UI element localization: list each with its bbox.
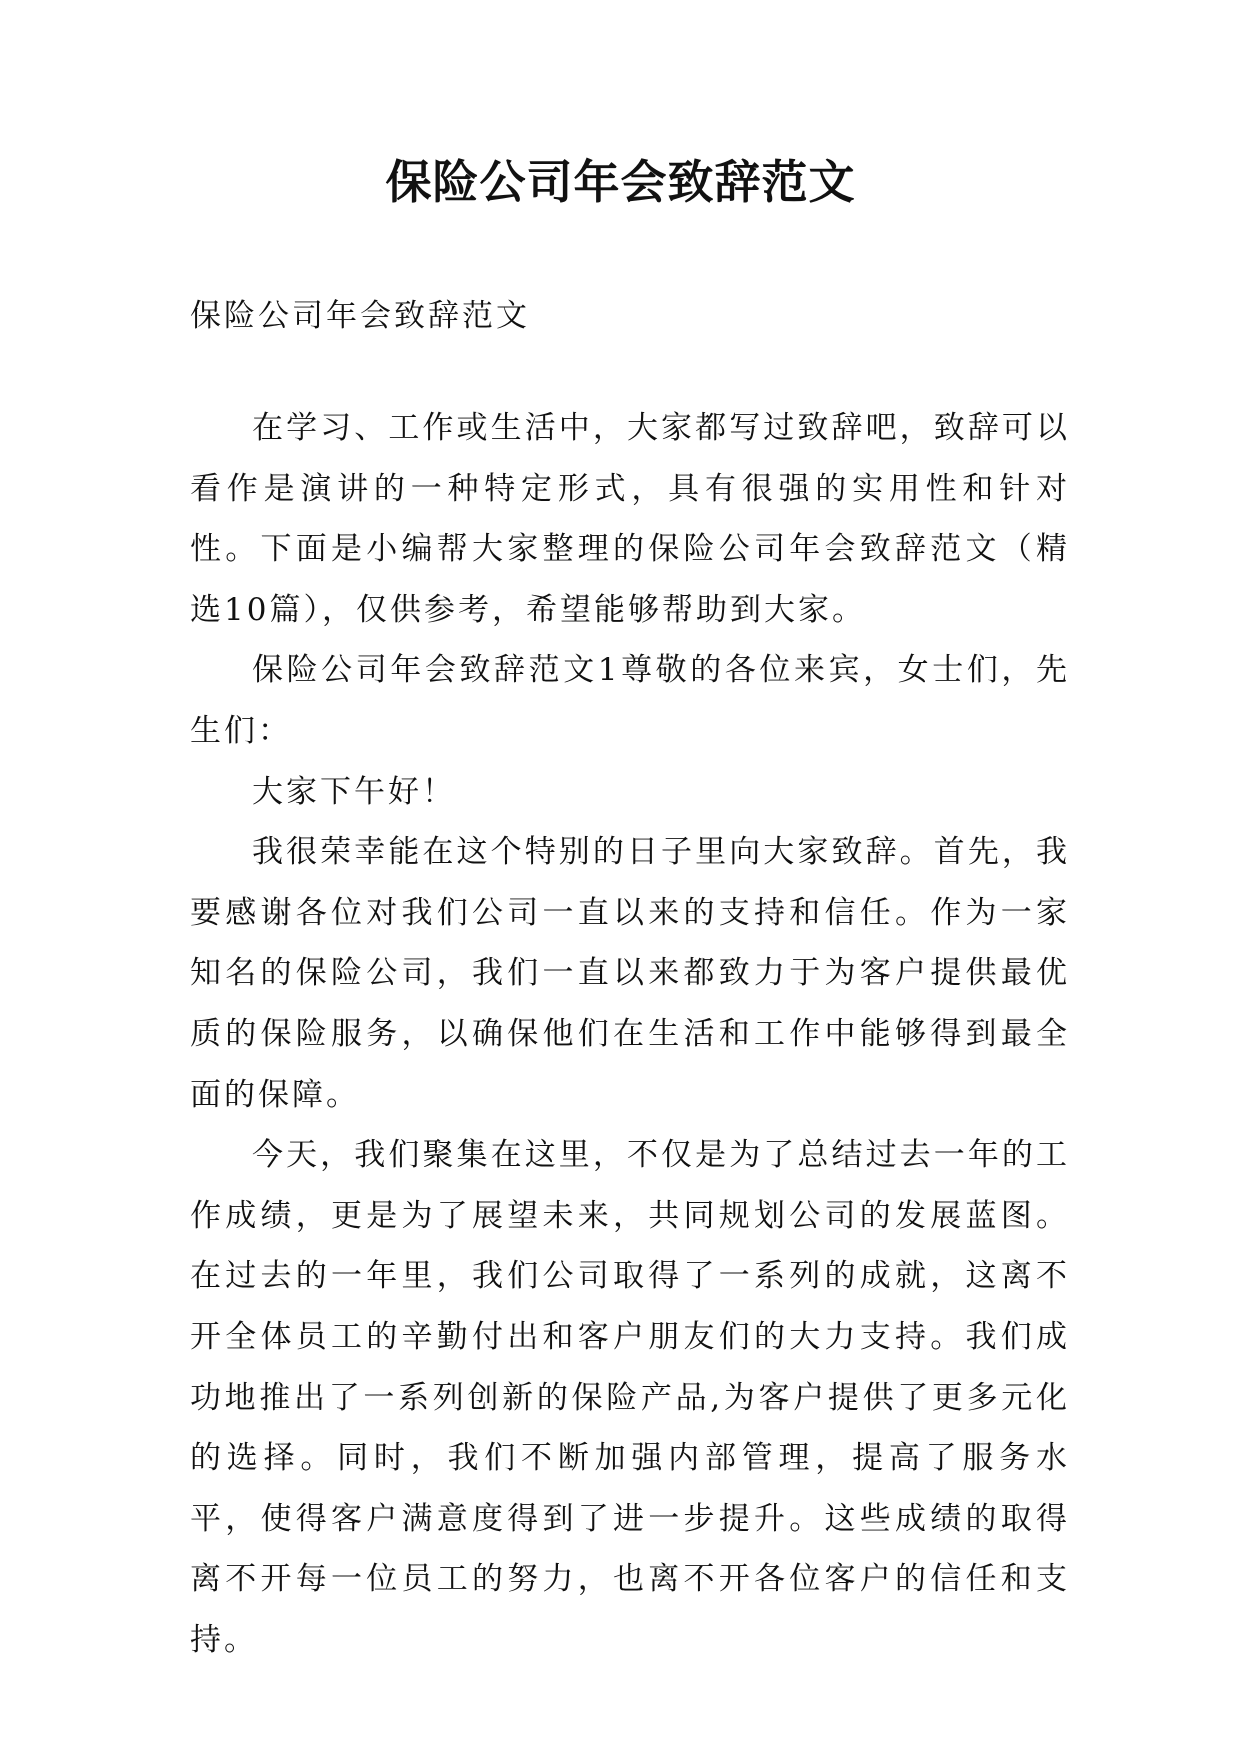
paragraph-salutation: 保险公司年会致辞范文1尊敬的各位来宾，女士们，先生们： [190,652,1070,749]
paragraph-greeting: 大家下午好！ [252,773,456,810]
document-body [190,398,1070,1670]
paragraph-achievements: 今天，我们聚集在这里，不仅是为了总结过去一年的工作成绩，更是为了展望未来，共同规划公司的发展蓝图。在过去的一年里，我们公司取得了一系列的成就，这离不开全体员工的辛勤付出和客户朋友们的大力支持。我们成功地推出了一系列创新的保险产品,为客户提供了更多元化的选择。同时，我们不断加强内部管理，提高了服务水平，使得客户满意度得到了进一步提升。这些成绩的取得离不开每一位员工的努力，也离不开各位客户的信任和支持。 [190,1137,1070,1658]
paragraph-intro: 在学习、工作或生活中，大家都写过致辞吧，致辞可以看作是演讲的一种特定形式，具有很强的实用性和针对性。下面是小编帮大家整理的保险公司年会致辞范文（精选10篇），仅供参考，希望能够帮助到大家。 [190,410,1070,628]
paragraph-thanks: 我很荣幸能在这个特别的日子里向大家致辞。首先，我要感谢各位对我们公司一直以来的支持和信任。作为一家知名的保险公司，我们一直以来都致力于为客户提供最优质的保险服务，以确保他们在生活和工作中能够得到最全面的保障。 [190,834,1070,1113]
document-title: 保险公司年会致辞范文 [385,155,856,209]
document-subtitle: 保险公司年会致辞范文 [190,298,530,334]
